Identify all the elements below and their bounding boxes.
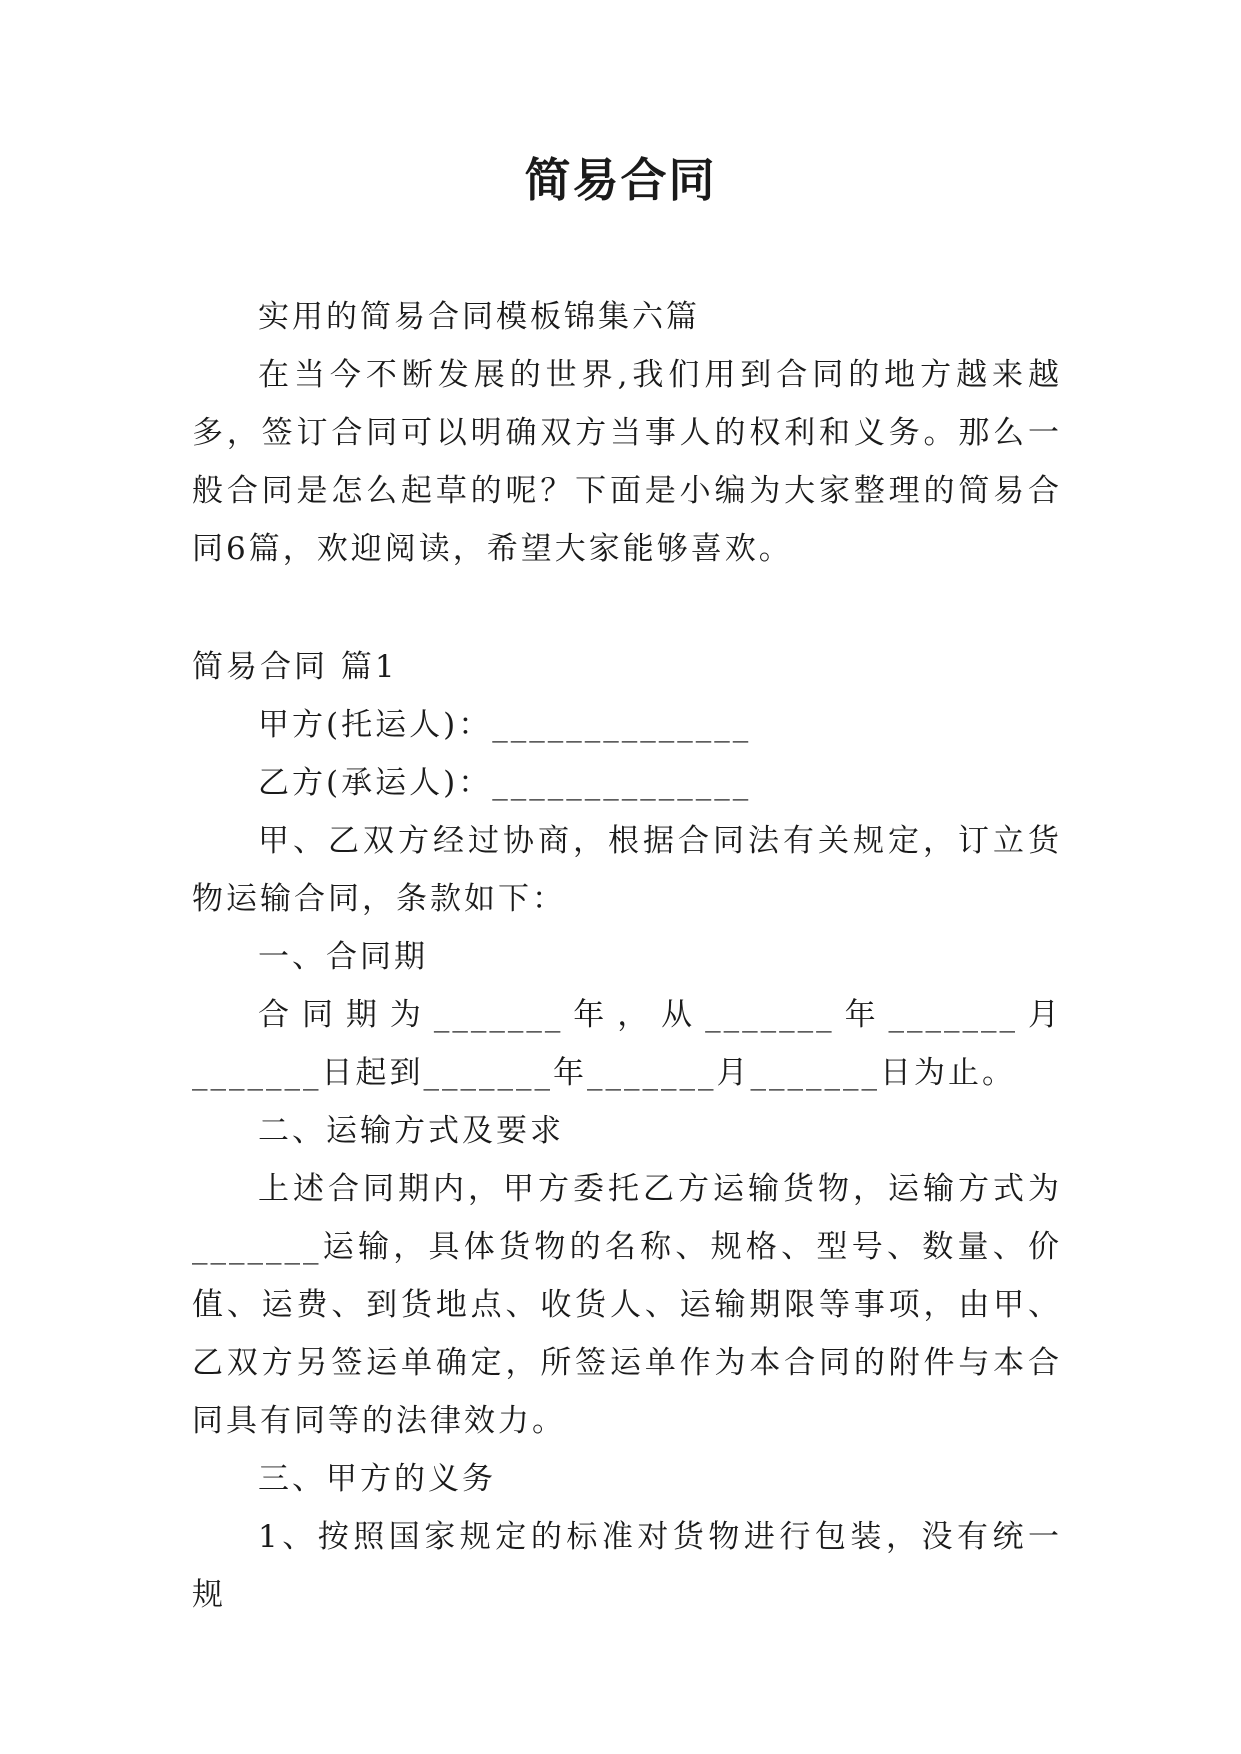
document-body	[192, 288, 1062, 1624]
section-heading-obligations: 三、甲方的义务	[258, 1461, 496, 1497]
party-a-line: 甲方(托运人)：______________	[258, 707, 752, 743]
section-label: 简易合同 篇1	[192, 649, 398, 685]
transport-paragraph: 上述合同期内，甲方委托乙方运输货物，运输方式为_______运输，具体货物的名称、规格、型号、数量、价值、运费、到货地点、收货人、运输期限等事项，由甲、乙双方另签运单确定，所签运单作为本合同的附件与本合同具有同等的法律效力。	[192, 1171, 1062, 1439]
document-title: 简易合同	[524, 153, 717, 207]
term-paragraph: 合同期为_______年，从_______年_______月_______日起到_______年_______月_______日为止。	[192, 997, 1062, 1091]
intro-paragraph: 在当今不断发展的世界,我们用到合同的地方越来越多，签订合同可以明确双方当事人的权利和义务。那么一般合同是怎么起草的呢？下面是小编为大家整理的简易合同6篇，欢迎阅读，希望大家能够喜欢。	[192, 357, 1062, 567]
obligation-item-1: 1、按照国家规定的标准对货物进行包装，没有统一规	[192, 1519, 1062, 1613]
section-heading-transport: 二、运输方式及要求	[258, 1113, 564, 1149]
section-heading-term: 一、合同期	[258, 939, 428, 975]
party-b-line: 乙方(承运人)：______________	[258, 765, 752, 801]
subtitle-paragraph: 实用的简易合同模板锦集六篇	[258, 299, 700, 335]
agreement-paragraph: 甲、乙双方经过协商，根据合同法有关规定，订立货物运输合同，条款如下：	[192, 823, 1062, 917]
